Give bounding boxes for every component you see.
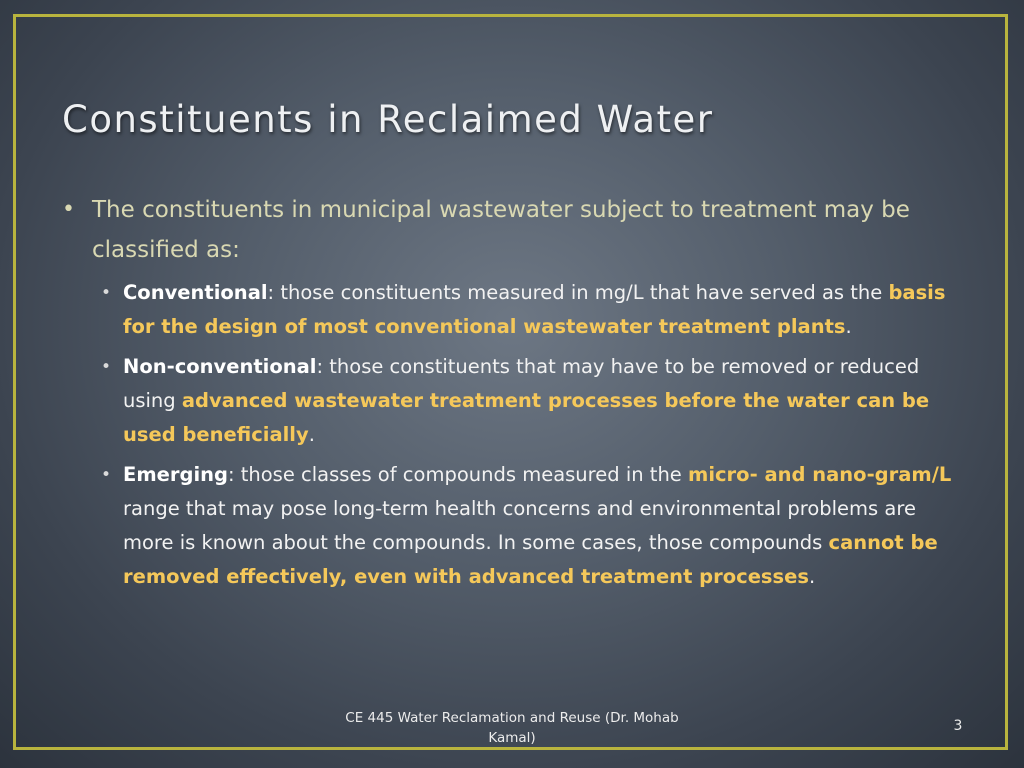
list-item-non-conventional [101,350,963,452]
term-emerging: Emerging [123,463,228,486]
slide-content [62,190,962,594]
highlight-text: basis for the design of most conventional wastewater treatment plants [123,281,946,338]
intro-text: The constituents in municipal wastewater subject to treatment may be classified as: [92,197,910,263]
item-text-end: . [308,423,315,446]
term-non-conventional: Non-conventional [123,355,317,378]
bullet-icon: • [101,283,112,303]
highlight-text: cannot be removed effectively, even with advanced treatment processes [123,531,938,588]
item-text: range that may pose long-term health concerns and environmental problems are more is known about the compounds. In some cases, those compounds [123,497,916,554]
slide-title: Constituents in Reclaimed Water [62,98,714,141]
list-item-conventional [101,276,963,344]
item-text: those constituents that may have to be removed or reduced using [123,355,920,412]
item-text: those classes of compounds measured in the [234,463,688,486]
bullet-icon: • [101,465,112,485]
bullet-icon: • [62,197,75,222]
item-text-end: . [808,565,816,588]
slide-footer: CE 445 Water Reclamation and Reuse (Dr. Mohab Kamal) [345,710,679,746]
highlight-text: micro- and nano-gram/L [688,463,952,486]
item-text-end: . [845,315,852,338]
term-separator: : [267,281,275,304]
term-separator: : [316,355,324,378]
term-separator: : [227,463,235,486]
bullet-icon: • [101,357,112,377]
intro-bullet [62,190,962,270]
list-item-emerging [101,458,963,594]
term-conventional: Conventional [123,281,268,304]
highlight-text: advanced wastewater treatment processes before the water can be used beneficially [123,389,930,446]
item-text: those constituents measured in mg/L that have served as the [274,281,889,304]
page-number: 3 [953,718,963,734]
